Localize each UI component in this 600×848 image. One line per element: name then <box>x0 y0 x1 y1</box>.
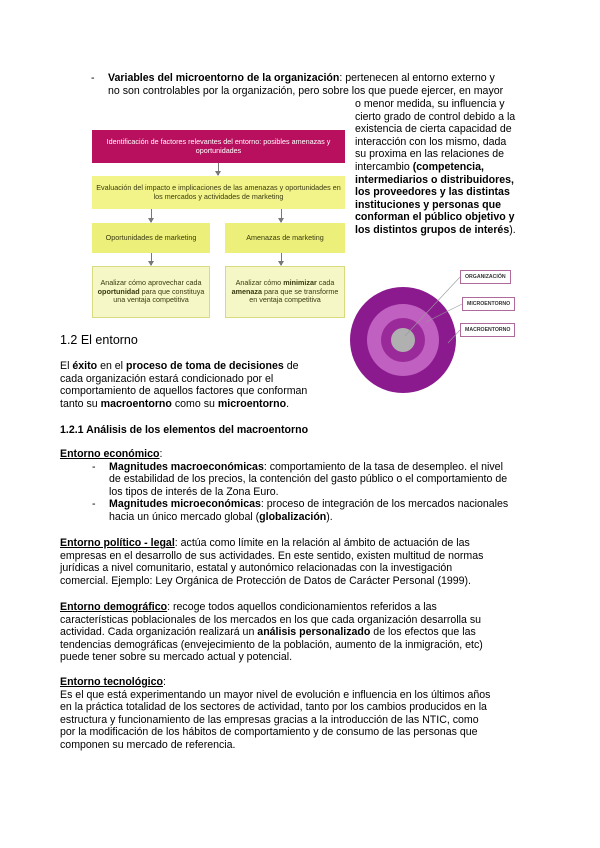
flow-left-c: para que constituya una ventaja competitiva <box>113 286 205 305</box>
sec-p2: cada organización estará condicionado por el <box>60 372 274 385</box>
eco-i2-b: Magnitudes microeconómicas <box>109 498 261 511</box>
flow-identify-box: Identificación de factores relevantes del entorno: posibles amenazas y oportunidades <box>92 130 345 163</box>
flow-arrow-right-2 <box>281 253 282 265</box>
flow-arrow-left <box>151 209 152 222</box>
demografico-title: Entorno demográfico <box>60 601 168 613</box>
politico-l3: jurídicas a nivel comunitario, estatal y autonómico relacionadas con la investigación <box>60 562 453 575</box>
micro-b6: los distintos grupos de interés <box>355 223 510 236</box>
sec-p1-b2: proceso de toma de decisiones <box>126 360 284 372</box>
flow-right-d: amenaza <box>231 286 263 296</box>
tecnologico-colon: : <box>163 676 166 688</box>
tecnologico-l5: componen su mercado de referencia. <box>60 738 236 751</box>
politico-l4: comercial. Ejemplo: Ley Orgánica de Protección de Datos de Carácter Personal (1999). <box>60 574 472 587</box>
demografico-l4: tendencias demográficas (envejecimiento de la población, aumento de la inmigración, etc) <box>60 638 483 651</box>
tecnologico-l3: estructura y funcionamiento de las empresas gracias a la introducción de las NTIC, como <box>60 713 479 726</box>
eco-i2-l1: : proceso de integración de los mercados nacionales <box>260 498 509 511</box>
tecnologico-l1: Es el que está experimentando un mayor nivel de evolución e influencia en los últimos años <box>60 688 491 701</box>
micro-b3: los proveedores y las distintas <box>355 186 510 199</box>
sec-p1-t3: de <box>286 360 299 372</box>
eco-i1-l3: los tipos de interés de la Zona Euro. <box>109 485 279 498</box>
section-paragraph <box>60 360 350 410</box>
flow-leverage-box <box>92 266 210 318</box>
demografico-l5: puede tener sobre su mercado actual y potencial. <box>60 651 293 664</box>
economico-title: Entorno económico <box>60 448 160 460</box>
environment-flowchart <box>89 127 347 322</box>
politico-l1: : actúa como límite en la relación al ámbito de actuación de las <box>174 537 470 549</box>
flow-arrow-left-2 <box>151 253 152 265</box>
eco-i1-l1: : comportamiento de la tasa de desempleo. el nivel <box>263 460 503 473</box>
demografico-block <box>60 601 545 664</box>
economico-item-macro <box>90 461 540 499</box>
eco-i2-l2b: globalización <box>259 510 327 523</box>
economico-colon: : <box>159 448 163 460</box>
micro-line1: : pertenecen al entorno externo y <box>339 72 495 84</box>
micro-b4: instituciones y personas que <box>355 198 501 211</box>
sec-p4-b1: macroentorno <box>100 397 172 410</box>
economico-block <box>60 448 540 524</box>
politico-l2: empresas en el desarrollo de sus actividades. En este sentido, existen multitud de normas <box>60 549 484 562</box>
flow-right-b: minimizar <box>283 278 317 288</box>
demografico-l3b: análisis personalizado <box>257 626 371 639</box>
tecnologico-l2: en la práctica totalidad de los sectores de actividad, tanto por los cambios producidos en la <box>60 701 487 714</box>
flow-left-b: oportunidad <box>97 286 140 296</box>
demografico-l2: características poblacionales de los mercados en los que cada organización desarrolla su <box>60 613 482 626</box>
flow-threats-box: Amenazas de marketing <box>225 223 345 253</box>
micro-title: Variables del microentorno de la organización <box>108 72 340 84</box>
micro-r2: cierto grado de control debido a la <box>355 110 516 123</box>
flow-right-c: cada <box>318 278 335 288</box>
flow-minimize-box <box>225 266 345 318</box>
tecnologico-title: Entorno tecnológico <box>60 676 163 688</box>
flow-evaluate-box: Evaluación del impacto e implicaciones de las amenazas y oportunidades en los mercados y actividades de marketing <box>92 176 345 209</box>
politico-title: Entorno político - legal <box>60 537 175 549</box>
tecnologico-l4: por la modificación de los hábitos de comportamiento y de consumo de las personas que <box>60 726 478 739</box>
demografico-l1: : recoge todos aquellos condicionamientos referidos a las <box>167 601 437 613</box>
sec-p1-t2: en el <box>100 360 124 372</box>
environment-rings-diagram <box>350 260 540 395</box>
politico-block <box>60 537 545 587</box>
flow-right-a: Analizar cómo <box>235 278 282 288</box>
ring-org-core <box>391 328 415 352</box>
eco-i1-b: Magnitudes macroeconómicas <box>109 460 264 473</box>
flow-left-a: Analizar cómo aprovechar cada <box>100 278 202 288</box>
label-organizacion: ORGANIZACIÓN <box>460 270 511 284</box>
micro-right-column <box>355 98 535 237</box>
micro-line2: no son controlables por la organización, pero sobre los que puede ejercer, en mayor <box>108 84 504 97</box>
eco-i1-l2: de estabilidad de los precios, la contención del gasto público o el comportamiento de <box>109 473 508 486</box>
sec-p4-b2: microentorno <box>217 397 287 410</box>
micro-b5: conforman el público objetivo y <box>355 211 515 224</box>
micro-intro <box>89 72 529 97</box>
flow-opportunities-box: Oportunidades de marketing <box>92 223 210 253</box>
sec-p4c: . <box>286 397 290 410</box>
micro-intro-item <box>89 72 529 97</box>
micro-r6: intercambio <box>355 160 410 173</box>
sec-p3: comportamiento de aquellos factores que conforman <box>60 385 308 398</box>
sec-p1: El <box>60 360 70 372</box>
flow-arrow-1 <box>218 163 219 175</box>
micro-r1: o menor medida, su influencia y <box>355 98 505 110</box>
eco-i2-l2a: hacia un único mercado global ( <box>109 510 260 523</box>
sec-p1-b1: éxito <box>72 360 98 372</box>
sec-p4a: tanto su <box>60 397 98 410</box>
demografico-l3a: actividad. Cada organización realizará un <box>60 626 255 639</box>
micro-r4: interacción con los mismo, dada <box>355 135 507 148</box>
micro-b2: intermediarios o distribuidores, <box>355 173 514 186</box>
micro-r5: su proxima en las relaciones de <box>355 148 504 161</box>
economico-item-micro <box>90 498 540 523</box>
micro-r3: existencia de cierta capacidad de <box>355 123 512 136</box>
eco-i2-l2c: ). <box>326 510 333 523</box>
label-microentorno: MICROENTORNO <box>462 297 515 311</box>
demografico-l3c: de los efectos que las <box>373 626 476 639</box>
flow-right-e: para que se transforme en ventaja competitiva <box>249 286 339 305</box>
flow-arrow-right <box>281 209 282 222</box>
section-heading: 1.2 El entorno <box>60 333 138 347</box>
sec-p4b: como su <box>174 397 215 410</box>
micro-b1: (competencia, <box>412 160 484 173</box>
label-macroentorno: MACROENTORNO <box>460 323 515 337</box>
micro-b6-end: ). <box>509 223 516 236</box>
subsection-heading: 1.2.1 Análisis de los elementos del macroentorno <box>60 424 309 436</box>
tecnologico-block <box>60 676 545 752</box>
